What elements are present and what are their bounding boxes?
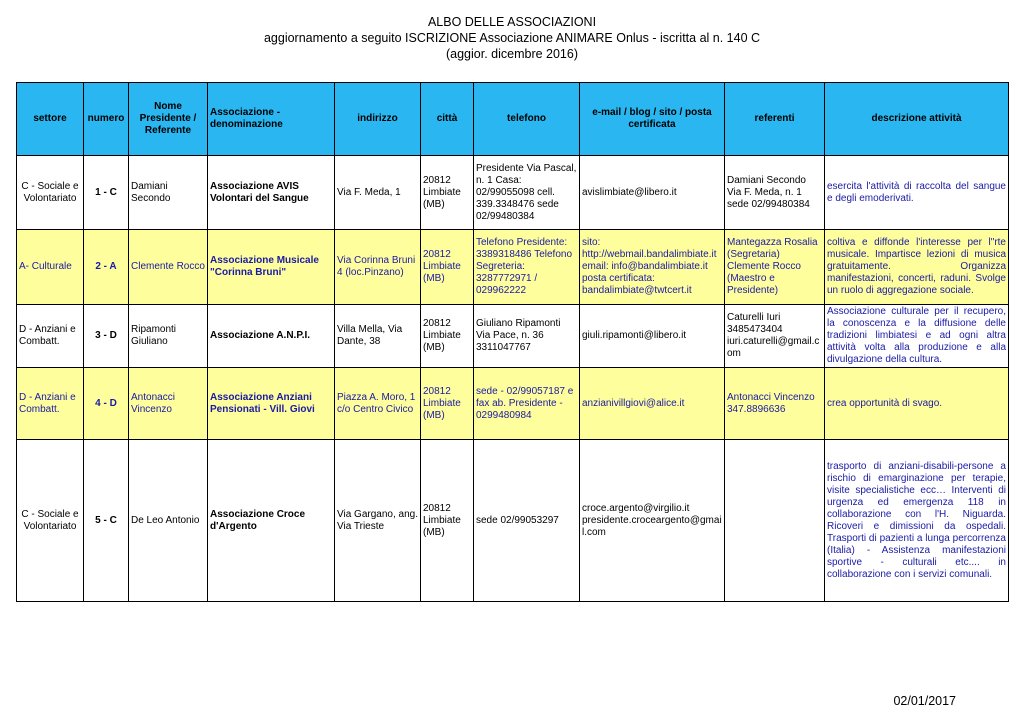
cell-associazione: Associazione AVIS Volontari del Sangue — [208, 156, 335, 230]
cell-presidente: Damiani Secondo — [129, 156, 208, 230]
cell-settore: A- Culturale — [17, 230, 84, 305]
cell-referenti: Antonacci Vincenzo 347.8896636 — [725, 368, 825, 440]
cell-settore: C - Sociale e Volontariato — [17, 156, 84, 230]
document-header — [0, 14, 1024, 62]
cell-descrizione: Associazione culturale per il recupero, la conoscenza e la diffusione delle tradizioni limbiatesi e ad ogni altra attività volta alla produzione e alla divulgazione della cultura. — [825, 305, 1009, 368]
col-header-associazione: Associazione - denominazione — [208, 83, 335, 156]
cell-referenti: Damiani Secondo Via F. Meda, n. 1 sede 02/99480384 — [725, 156, 825, 230]
cell-numero: 5 - C — [84, 440, 129, 602]
document-date-note: (aggior. dicembre 2016) — [445, 47, 579, 61]
cell-settore: C - Sociale e Volontariato — [17, 440, 84, 602]
cell-descrizione: esercita l'attività di raccolta del sangue e degli emoderivati. — [825, 156, 1009, 230]
cell-email: avislimbiate@libero.it — [580, 156, 725, 230]
cell-telefono: Telefono Presidente: 3389318486 Telefono Segreteria: 3287772971 / 029962222 — [474, 230, 580, 305]
cell-numero: 3 - D — [84, 305, 129, 368]
cell-associazione: Associazione A.N.P.I. — [208, 305, 335, 368]
associations-table — [16, 82, 1009, 602]
cell-descrizione: trasporto di anziani-disabili-persone a rischio di emarginazione per terapie, visite specialistiche ecc… Interventi di urgenza ed emergenza 118 in collaborazione con l'H. Niguarda. Ricoveri e dimissioni da ospedali. Trasporti di pazienti a lunga percorrenza (Italia) - Assistenza manifestazioni sportive - culturali etc.... in collaborazione con i servizi comunali. — [825, 440, 1009, 602]
cell-citta: 20812 Limbiate (MB) — [421, 156, 474, 230]
table-header-row — [17, 83, 1009, 156]
cell-presidente: Antonacci Vincenzo — [129, 368, 208, 440]
table-row — [17, 156, 1009, 230]
cell-indirizzo: Via F. Meda, 1 — [335, 156, 421, 230]
cell-citta: 20812 Limbiate (MB) — [421, 440, 474, 602]
cell-citta: 20812 Limbiate (MB) — [421, 368, 474, 440]
cell-presidente: Ripamonti Giuliano — [129, 305, 208, 368]
col-header-presidente: Nome Presidente / Referente — [129, 83, 208, 156]
col-header-telefono: telefono — [474, 83, 580, 156]
cell-indirizzo: Via Corinna Bruni 4 (loc.Pinzano) — [335, 230, 421, 305]
table-row — [17, 230, 1009, 305]
cell-descrizione: coltiva e diffonde l'interesse per l"rte musicale. Impartisce lezioni di musica gratuitamente. Organizza manifestazioni, concerti, raduni. Svolge un ruolo di aggregazione sociale. — [825, 230, 1009, 305]
cell-associazione: Associazione Musicale "Corinna Bruni" — [208, 230, 335, 305]
cell-associazione: Associazione Croce d'Argento — [208, 440, 335, 602]
col-header-citta: città — [421, 83, 474, 156]
col-header-email: e-mail / blog / sito / posta certificata — [580, 83, 725, 156]
cell-email: giuli.ripamonti@libero.it — [580, 305, 725, 368]
cell-referenti: Caturelli Iuri 3485473404 iuri.caturelli@gmail.com — [725, 305, 825, 368]
table-row — [17, 368, 1009, 440]
cell-telefono: Giuliano Ripamonti Via Pace, n. 36 3311047767 — [474, 305, 580, 368]
col-header-settore: settore — [17, 83, 84, 156]
table-row — [17, 305, 1009, 368]
cell-email: anzianivillgiovi@alice.it — [580, 368, 725, 440]
cell-settore: D - Anziani e Combatt. — [17, 368, 84, 440]
cell-telefono: Presidente Via Pascal, n. 1 Casa: 02/99055098 cell. 339.3348476 sede 02/99480384 — [474, 156, 580, 230]
footer-date: 02/01/2017 — [893, 694, 956, 708]
col-header-referenti: referenti — [725, 83, 825, 156]
cell-numero: 2 - A — [84, 230, 129, 305]
cell-presidente: De Leo Antonio — [129, 440, 208, 602]
cell-associazione: Associazione Anziani Pensionati - Vill. Giovi — [208, 368, 335, 440]
cell-indirizzo: Piazza A. Moro, 1 c/o Centro Civico — [335, 368, 421, 440]
cell-telefono: sede 02/99053297 — [474, 440, 580, 602]
cell-referenti: Mantegazza Rosalia (Segretaria) Clemente Rocco (Maestro e Presidente) — [725, 230, 825, 305]
col-header-numero: numero — [84, 83, 129, 156]
table-row — [17, 440, 1009, 602]
cell-numero: 4 - D — [84, 368, 129, 440]
cell-indirizzo: Villa Mella, Via Dante, 38 — [335, 305, 421, 368]
cell-citta: 20812 Limbiate (MB) — [421, 305, 474, 368]
cell-email: sito: http://webmail.bandalimbiate.it email: info@bandalimbiate.it posta certificata: bandalimbiate@twtcert.it — [580, 230, 725, 305]
document-subtitle: aggiornamento a seguito ISCRIZIONE Associazione ANIMARE Onlus - iscritta al n. 140 C — [263, 31, 761, 45]
cell-telefono: sede - 02/99057187 e fax ab. Presidente - 0299480984 — [474, 368, 580, 440]
cell-referenti — [725, 440, 825, 602]
cell-email: croce.argento@virgilio.it presidente.croceargento@gmail.com — [580, 440, 725, 602]
document-title: ALBO DELLE ASSOCIAZIONI — [427, 15, 597, 29]
cell-presidente: Clemente Rocco — [129, 230, 208, 305]
cell-citta: 20812 Limbiate (MB) — [421, 230, 474, 305]
cell-indirizzo: Via Gargano, ang. Via Trieste — [335, 440, 421, 602]
col-header-indirizzo: indirizzo — [335, 83, 421, 156]
cell-numero: 1 - C — [84, 156, 129, 230]
col-header-descrizione: descrizione attività — [825, 83, 1009, 156]
cell-settore: D - Anziani e Combatt. — [17, 305, 84, 368]
cell-descrizione: crea opportunità di svago. — [825, 368, 1009, 440]
